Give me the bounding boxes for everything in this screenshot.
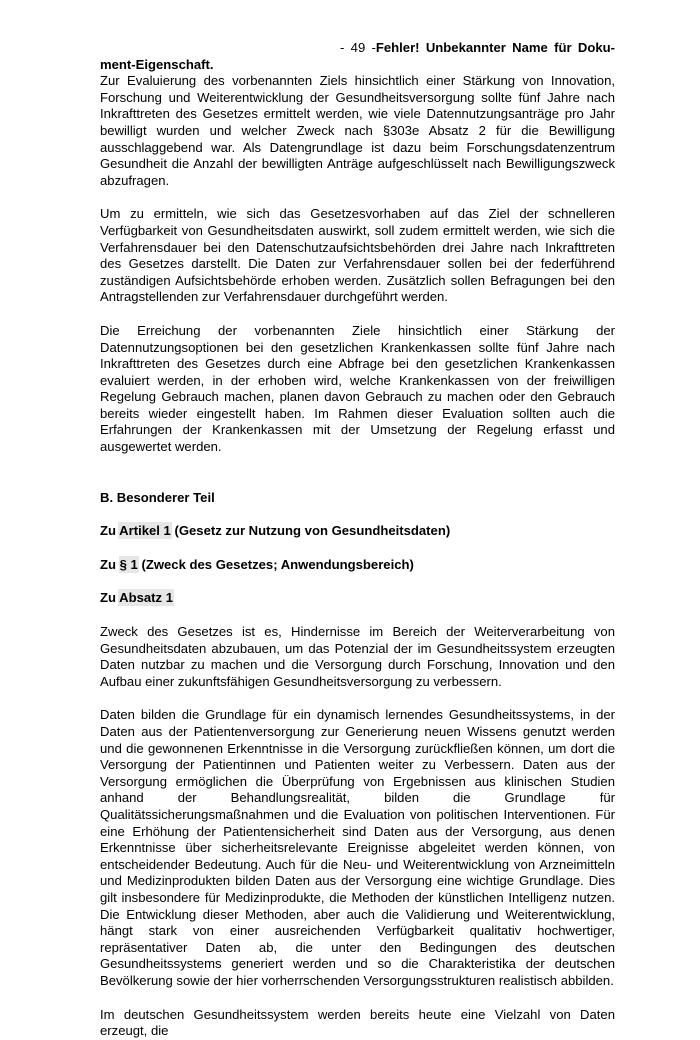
- evaluation-paragraph-1: Zur Evaluierung des vorbenannten Ziels hinsichtlich einer Stärkung von Innovation, Forschung und Weiterentwicklung der Gesundheitsversorgung sollte fünf Jahre nach Inkrafttreten des Gesetzes ermittelt werden, wie viele Datennutzungsanträge pro Jahr bewilligt wurden und welcher Zweck nach §303e Absatz 2 für die Bewilligung ausschlaggebend war. Als Datengrundlage ist dazu beim Forschungsdatenzentrum Gesundheit die Anzahl der bewilligten Anträge aufgeschlüsselt nach Bewilligungszweck abzufragen.: [100, 73, 615, 188]
- body-paragraph-1: Zweck des Gesetzes ist es, Hindernisse im Bereich der Weiterverarbeitung von Gesundheitsdaten abzubauen, um das Potenzial der im Gesundheitssystem erzeugten Daten nutzbar zu machen und die Versorgung durch Forschung, Innovation und den Aufbau einer zukunftsfähigen Gesundheitsversorgung zu verbessern.: [100, 624, 615, 689]
- absatz-reference: Absatz 1: [119, 590, 174, 606]
- field-error-text: Fehler! Unbekannter Name für Doku-: [375, 40, 615, 55]
- document-page: [100, 40, 615, 1040]
- section-heading-besonderer-teil: B. Besonderer Teil: [100, 489, 215, 505]
- heading-prefix: Zu: [100, 523, 120, 539]
- paragraph-reference: § 1: [119, 556, 138, 572]
- artikel-reference: Artikel 1: [119, 523, 171, 539]
- body-paragraph-3: Im deutschen Gesundheitssystem werden bereits heute eine Vielzahl von Daten erzeugt, die: [100, 1006, 615, 1039]
- heading-zu-artikel-1: [100, 523, 615, 540]
- heading-zu-paragraph-1: [100, 557, 615, 574]
- evaluation-paragraph-3: Die Erreichung der vorbenannten Ziele hinsichtlich einer Stärkung der Datennutzungsoptionen bei den gesetzlichen Krankenkassen sollte fünf Jahre nach Inkrafttreten des Gesetzes durch eine Abfrage bei den gesetzlichen Krankenkassen evaluiert werden, in der erhoben wird, welche Krankenkassen von der freiwilligen Regelung Gebrauch machen, planen davon Gebrauch zu machen oder den Gebrauch bereits wieder eingestellt haben. Im Rahmen dieser Evaluation sollten auch die Erfahrungen der Krankenkassen mit der Umsetzung der Regelung erfasst und ausgewertet werden.: [100, 322, 615, 455]
- page-number: - 49 -: [340, 40, 376, 55]
- field-error-text-continued: ment-Eigenschaft.: [100, 56, 214, 72]
- body-paragraph-2: Daten bilden die Grundlage für ein dynamisch lernendes Gesundheitssystems, in der Daten aus der Patientenversorgung zur Generierung neuen Wissens genutzt werden und die gewonnenen Erkenntnisse in die Versorgung zurückfließen können, um dort die Versorgung der Patientinnen und Patienten weiter zu Verbessern. Daten aus der Versorgung ermöglichen die Überprüfung von Ergebnissen aus klinischen Studien anhand der Behandlungsrealität, bilden die Grundlage für Qualitätssicherungsmaßnahmen und die Evaluation von politischen Interventionen. Für eine Erhöhung der Patientensicherheit sind Daten aus der Versorgung, aus denen Erkenntnisse über sicherheitsrelevante Ereignisse abgeleitet werden können, von entscheidender Bedeutung. Auch für die Neu- und Weiterentwicklung von Arzneimitteln und Medizinprodukten bilden Daten aus der Versorgung eine wichtige Grundlage. Dies gilt insbesondere für Medizinprodukte, die Methoden der künstlichen Intelligenz nutzen. Die Entwicklung dieser Methoden, aber auch die Validierung und Weiterentwicklung, hängt stark von einer ausreichenden Verfügbarkeit qualitativ hochwertiger, repräsentativer Daten ab, die unter den Bedingungen des deutschen Gesundheitssystems generiert werden und so die Charakteristika der deutschen Bevölkerung sowie der hier vorherrschenden Versorgungsstrukturen realistisch abbilden.: [100, 707, 615, 988]
- heading-prefix: Zu: [100, 556, 120, 572]
- page-header: [100, 40, 615, 73]
- evaluation-paragraph-2: Um zu ermitteln, wie sich das Gesetzesvorhaben auf das Ziel der schnelleren Verfügbarkeit von Gesundheitsdaten auswirkt, soll zudem ermittelt werden, wie sich die Verfahrensdauer bei den Datenschutzaufsichtsbehörden drei Jahre nach Inkrafttreten des Gesetzes darstellt. Die Daten zur Verfahrensdauer sollen bei der federführend zuständigen Aufsichtsbehörde erhoben werden. Zusätzlich sollen Befragungen bei den Antragstellenden zur Verfahrensdauer durchgeführt werden.: [100, 206, 615, 305]
- heading-prefix: Zu: [100, 590, 120, 606]
- heading-suffix: (Zweck des Gesetzes; Anwendungsbereich): [137, 556, 414, 572]
- header-line-1: [100, 40, 615, 57]
- heading-zu-absatz-1: [100, 590, 615, 607]
- heading-suffix: (Gesetz zur Nutzung von Gesundheitsdaten): [170, 523, 451, 539]
